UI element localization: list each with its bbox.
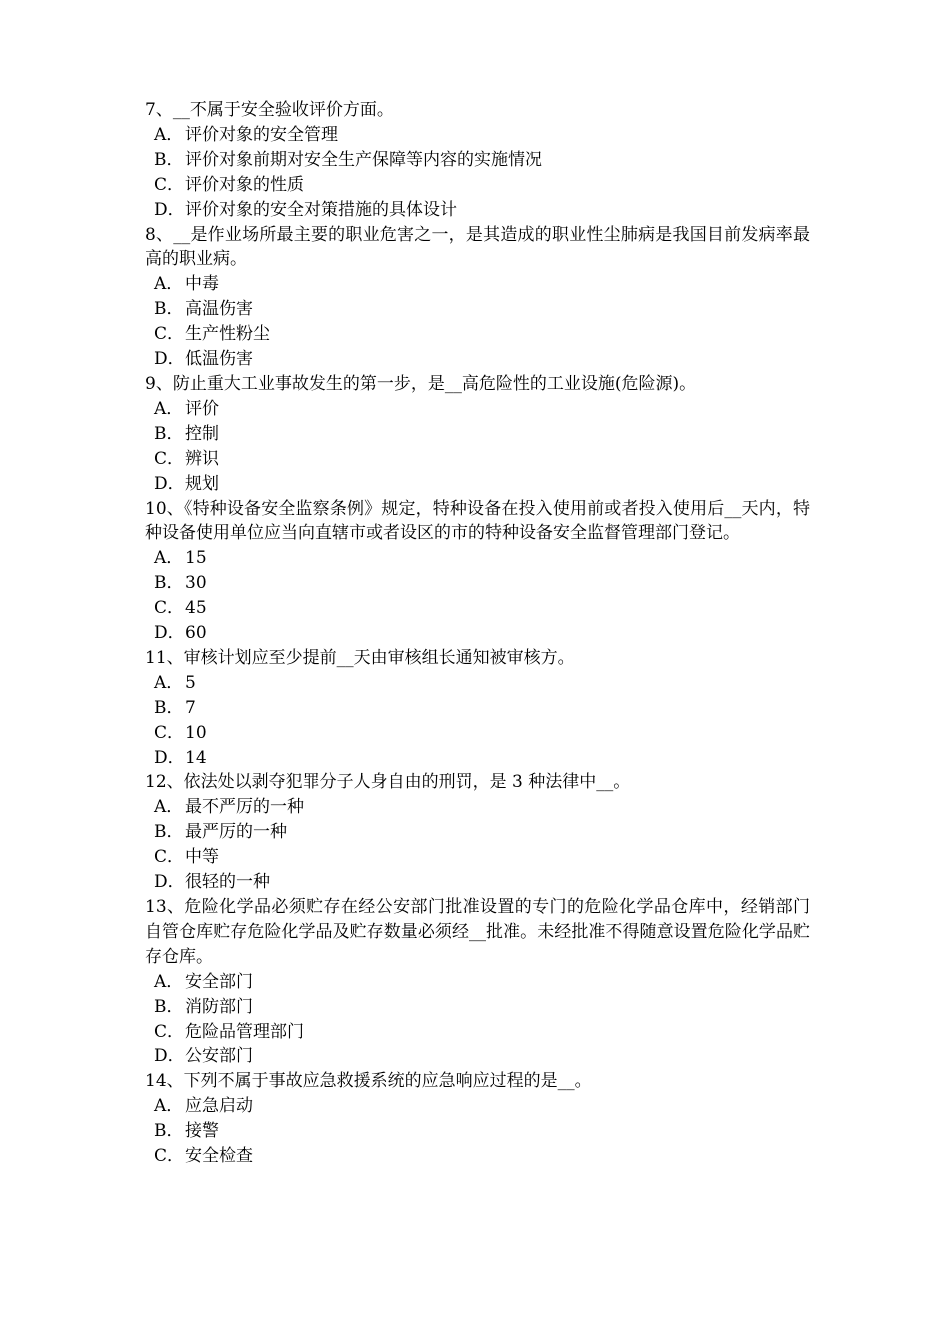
option-letter: B．	[154, 423, 184, 444]
option-letter: B．	[154, 149, 184, 170]
question-8	[145, 223, 810, 372]
option-letter: C．	[154, 324, 185, 345]
question-14	[145, 1069, 810, 1169]
question-text: 13、危险化学品必须贮存在经公安部门批准设置的专门的危险化学品仓库中，经销部门自管仓库贮存危险化学品及贮存数量必须经__批准。未经批准不得随意设置危险化学品贮存仓库。	[145, 897, 810, 967]
option-b	[145, 696, 810, 721]
option-b	[145, 995, 810, 1020]
option-c	[145, 173, 810, 198]
option-a	[145, 546, 810, 571]
option-letter: C．	[154, 1146, 185, 1167]
option-text: 14	[185, 747, 207, 768]
option-letter: B．	[154, 697, 184, 718]
option-d	[145, 1044, 810, 1069]
option-letter: B．	[154, 822, 184, 843]
option-c	[145, 845, 810, 870]
option-letter: D．	[154, 199, 185, 220]
option-letter: A．	[154, 398, 184, 419]
option-text: 最不严厉的一种	[185, 797, 304, 818]
question-12	[145, 770, 810, 895]
option-text: 10	[185, 722, 207, 743]
option-letter: A．	[154, 672, 184, 693]
option-b	[145, 297, 810, 322]
option-text: 7	[185, 697, 196, 718]
option-text: 评价对象的安全管理	[185, 124, 338, 145]
option-letter: C．	[154, 847, 185, 868]
option-b	[145, 571, 810, 596]
option-text: 消防部门	[185, 996, 253, 1017]
option-text: 45	[185, 598, 207, 619]
option-c	[145, 1020, 810, 1045]
option-letter: D．	[154, 473, 185, 494]
option-letter: C．	[154, 598, 185, 619]
question-text: 12、依法处以剥夺犯罪分子人身自由的刑罚，是 3 种法律中__。	[145, 772, 631, 793]
option-b	[145, 1119, 810, 1144]
option-text: 30	[185, 573, 207, 594]
option-c	[145, 721, 810, 746]
option-letter: D．	[154, 747, 185, 768]
option-c	[145, 1144, 810, 1169]
option-d	[145, 472, 810, 497]
option-a	[145, 1094, 810, 1119]
question-text: 7、__不属于安全验收评价方面。	[145, 100, 394, 120]
option-b	[145, 148, 810, 173]
option-a	[145, 123, 810, 148]
option-c	[145, 447, 810, 472]
option-c	[145, 322, 810, 347]
option-a	[145, 795, 810, 820]
option-c	[145, 596, 810, 621]
option-text: 辨识	[185, 448, 219, 469]
question-10	[145, 497, 810, 646]
option-text: 接警	[185, 1121, 219, 1142]
option-text: 5	[185, 672, 196, 693]
option-letter: A．	[154, 548, 184, 569]
option-letter: D．	[154, 623, 185, 644]
option-letter: A．	[154, 971, 184, 992]
question-13	[145, 895, 810, 1069]
option-text: 生产性粉尘	[185, 324, 270, 345]
question-text: 11、审核计划应至少提前__天由审核组长通知被审核方。	[145, 647, 575, 668]
option-text: 危险品管理部门	[185, 1021, 304, 1042]
option-a	[145, 970, 810, 995]
option-a	[145, 272, 810, 297]
option-letter: B．	[154, 1121, 184, 1142]
option-text: 规划	[185, 473, 219, 494]
option-letter: B．	[154, 996, 184, 1017]
question-text: 10、《特种设备安全监察条例》规定，特种设备在投入使用前或者投入使用后__天内，特种设备使用单位应当向直辖市或者设区的市的特种设备安全监督管理部门登记。	[145, 498, 810, 544]
option-text: 高温伤害	[185, 299, 253, 320]
option-text: 很轻的一种	[185, 872, 270, 893]
option-b	[145, 820, 810, 845]
option-text: 评价对象的安全对策措施的具体设计	[185, 199, 457, 220]
option-letter: A．	[154, 1096, 184, 1117]
option-a	[145, 671, 810, 696]
option-letter: B．	[154, 573, 184, 594]
option-letter: D．	[154, 1046, 185, 1067]
option-text: 最严厉的一种	[185, 822, 287, 843]
option-text: 评价	[185, 398, 219, 419]
option-text: 评价对象的性质	[185, 174, 304, 195]
question-7	[145, 98, 810, 223]
option-letter: D．	[154, 872, 185, 893]
option-d	[145, 198, 810, 223]
option-text: 60	[185, 623, 207, 644]
option-text: 应急启动	[185, 1096, 253, 1117]
option-text: 安全部门	[185, 971, 253, 992]
option-text: 中毒	[185, 274, 219, 295]
option-letter: A．	[154, 124, 184, 145]
option-letter: C．	[154, 448, 185, 469]
option-text: 评价对象前期对安全生产保障等内容的实施情况	[185, 149, 542, 170]
option-b	[145, 422, 810, 447]
option-d	[145, 621, 810, 646]
option-d	[145, 746, 810, 771]
question-text: 9、防止重大工业事故发生的第一步，是__高危险性的工业设施(危险源)。	[145, 373, 697, 394]
question-11	[145, 646, 810, 771]
option-a	[145, 397, 810, 422]
question-text: 14、下列不属于事故应急救援系统的应急响应过程的是__。	[145, 1071, 592, 1092]
option-text: 控制	[185, 423, 219, 444]
option-letter: A．	[154, 274, 184, 295]
option-letter: D．	[154, 349, 185, 370]
option-text: 低温伤害	[185, 349, 253, 370]
option-text: 安全检查	[185, 1146, 253, 1167]
option-letter: A．	[154, 797, 184, 818]
option-d	[145, 870, 810, 895]
document-page	[145, 98, 810, 1169]
option-letter: C．	[154, 722, 185, 743]
option-d	[145, 347, 810, 372]
question-9	[145, 372, 810, 497]
option-letter: B．	[154, 299, 184, 320]
option-letter: C．	[154, 1021, 185, 1042]
option-text: 中等	[185, 847, 219, 868]
question-text: 8、__是作业场所最主要的职业危害之一，是其造成的职业性尘肺病是我国目前发病率最高的职业病。	[145, 224, 810, 270]
option-text: 公安部门	[185, 1046, 253, 1067]
option-text: 15	[185, 548, 207, 569]
option-letter: C．	[154, 174, 185, 195]
